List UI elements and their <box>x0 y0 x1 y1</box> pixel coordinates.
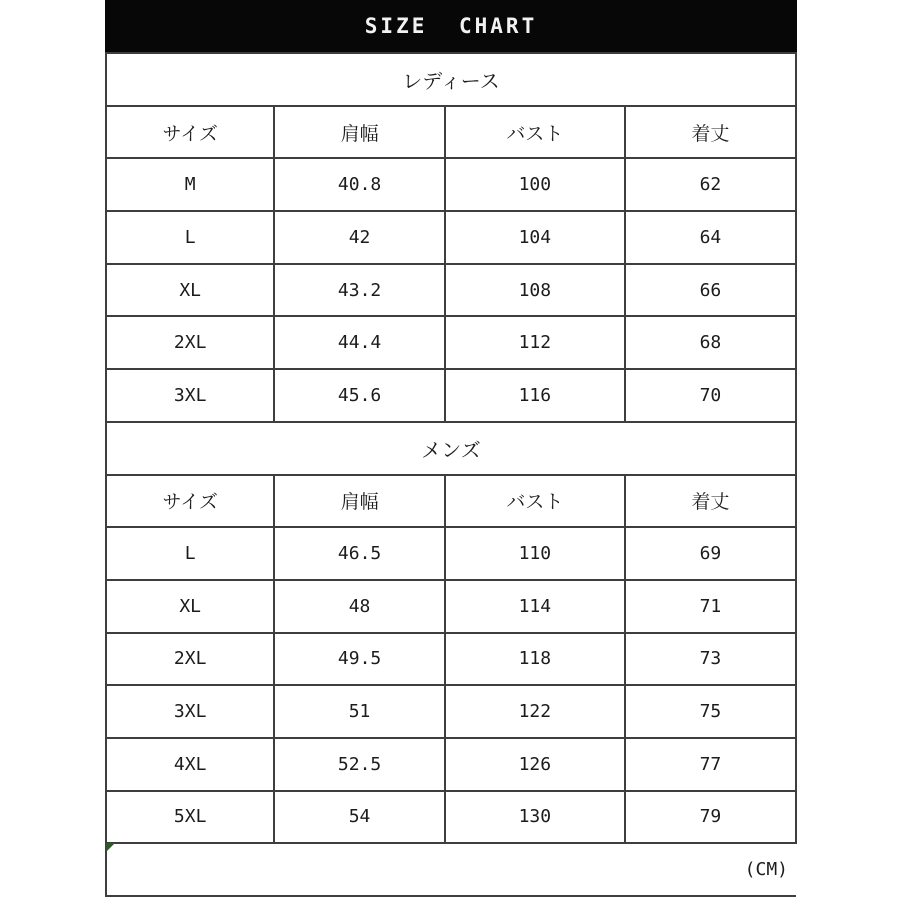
bust-cell: 108 <box>445 264 625 317</box>
shoulder-cell: 45.6 <box>274 369 444 422</box>
column-header-length: 着丈 <box>625 475 796 528</box>
size-chart-table <box>105 52 797 897</box>
table-row <box>106 527 796 580</box>
length-cell: 70 <box>625 369 796 422</box>
length-cell: 62 <box>625 158 796 211</box>
bust-cell: 116 <box>445 369 625 422</box>
column-header-bust: バスト <box>445 106 625 159</box>
size-cell: XL <box>106 580 274 633</box>
size-chart-sheet <box>105 0 797 897</box>
shoulder-cell: 49.5 <box>274 633 444 686</box>
column-header-shoulder: 肩幅 <box>274 106 444 159</box>
bust-cell: 104 <box>445 211 625 264</box>
length-cell: 73 <box>625 633 796 686</box>
size-cell: 3XL <box>106 685 274 738</box>
bust-cell: 110 <box>445 527 625 580</box>
table-row <box>106 791 796 844</box>
page-title: SIZE CHART <box>364 14 538 38</box>
length-cell: 71 <box>625 580 796 633</box>
size-cell: 2XL <box>106 633 274 686</box>
shoulder-cell: 46.5 <box>274 527 444 580</box>
section-title-mens: メンズ <box>106 422 796 475</box>
size-cell: 5XL <box>106 791 274 844</box>
length-cell: 64 <box>625 211 796 264</box>
table-row <box>106 158 796 211</box>
size-cell: 4XL <box>106 738 274 791</box>
column-header-size: サイズ <box>106 106 274 159</box>
bust-cell: 122 <box>445 685 625 738</box>
bust-cell: 118 <box>445 633 625 686</box>
section-row-ladies <box>106 53 796 106</box>
length-cell: 77 <box>625 738 796 791</box>
size-cell: L <box>106 211 274 264</box>
shoulder-cell: 48 <box>274 580 444 633</box>
table-row <box>106 211 796 264</box>
column-header-bust: バスト <box>445 475 625 528</box>
shoulder-cell: 54 <box>274 791 444 844</box>
bust-cell: 112 <box>445 316 625 369</box>
bust-cell: 114 <box>445 580 625 633</box>
shoulder-cell: 43.2 <box>274 264 444 317</box>
bust-cell: 126 <box>445 738 625 791</box>
size-cell: M <box>106 158 274 211</box>
table-row <box>106 685 796 738</box>
table-row <box>106 580 796 633</box>
column-header-length: 着丈 <box>625 106 796 159</box>
section-title-ladies: レディース <box>106 53 796 106</box>
size-cell: 3XL <box>106 369 274 422</box>
ladies-header-row <box>106 106 796 159</box>
length-cell: 68 <box>625 316 796 369</box>
unit-note: (CM) <box>106 843 796 896</box>
shoulder-cell: 52.5 <box>274 738 444 791</box>
size-cell: L <box>106 527 274 580</box>
shoulder-cell: 44.4 <box>274 316 444 369</box>
column-header-shoulder: 肩幅 <box>274 475 444 528</box>
table-row <box>106 633 796 686</box>
table-row <box>106 369 796 422</box>
bust-cell: 130 <box>445 791 625 844</box>
shoulder-cell: 51 <box>274 685 444 738</box>
shoulder-cell: 40.8 <box>274 158 444 211</box>
table-row <box>106 264 796 317</box>
section-row-mens <box>106 422 796 475</box>
bust-cell: 100 <box>445 158 625 211</box>
footer-row <box>106 843 796 896</box>
size-cell: XL <box>106 264 274 317</box>
length-cell: 75 <box>625 685 796 738</box>
shoulder-cell: 42 <box>274 211 444 264</box>
length-cell: 69 <box>625 527 796 580</box>
mens-header-row <box>106 475 796 528</box>
column-header-size: サイズ <box>106 475 274 528</box>
table-row <box>106 316 796 369</box>
green-corner-marker-icon <box>106 843 115 852</box>
size-cell: 2XL <box>106 316 274 369</box>
table-row <box>106 738 796 791</box>
length-cell: 66 <box>625 264 796 317</box>
length-cell: 79 <box>625 791 796 844</box>
title-bar <box>105 0 797 52</box>
